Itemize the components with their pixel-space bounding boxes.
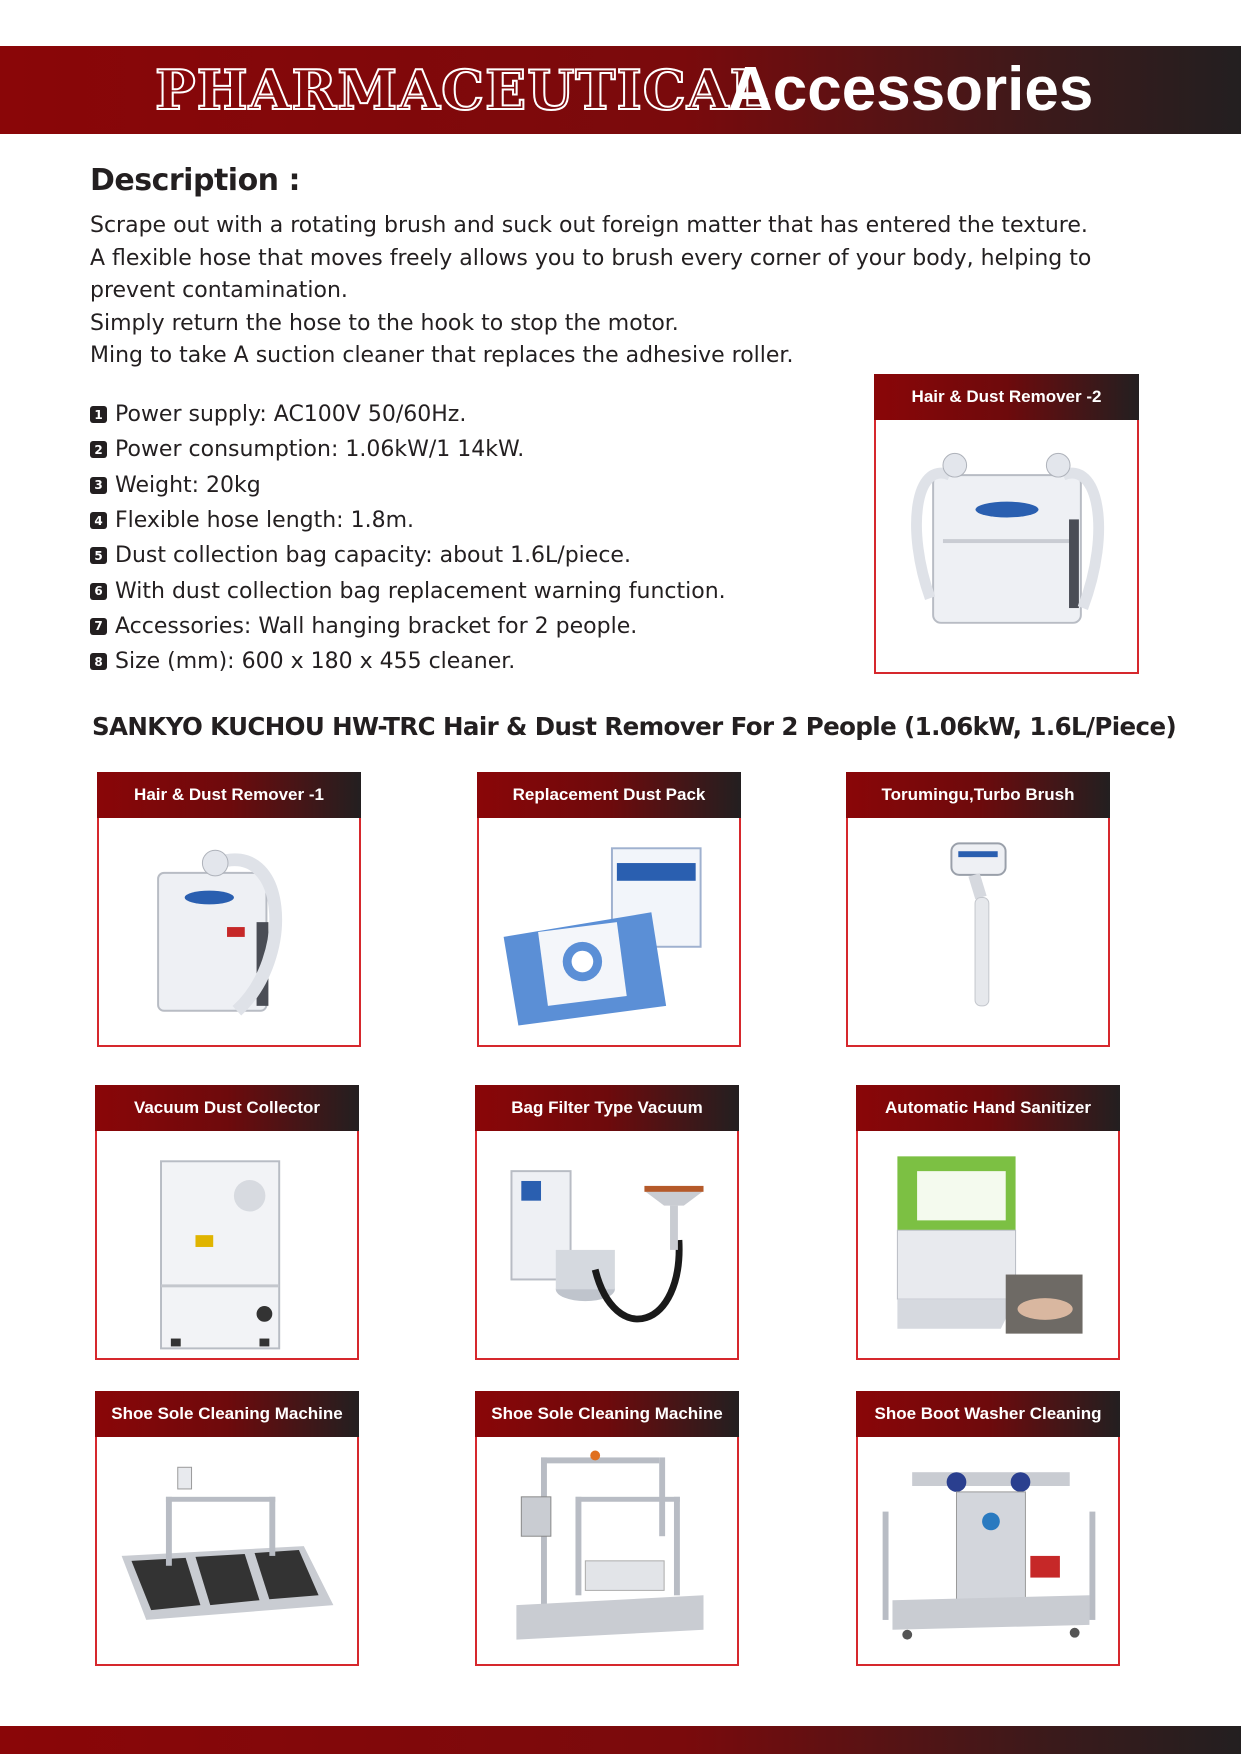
product-card xyxy=(475,1085,739,1360)
banner-title-solid: Accessories xyxy=(728,55,1094,124)
header-banner xyxy=(0,46,1241,134)
spec-list xyxy=(90,397,860,679)
number-badge-icon: 8 xyxy=(90,653,107,670)
spec-text: Power supply: AC100V 50/60Hz. xyxy=(115,402,467,428)
description-line: Simply return the hose to the hook to stop the motor. xyxy=(90,310,679,336)
product-card xyxy=(97,772,361,1047)
product-card xyxy=(874,374,1139,674)
number-badge-icon: 4 xyxy=(90,512,107,529)
spec-text: With dust collection bag replacement warning function. xyxy=(115,578,726,604)
spec-item xyxy=(90,609,860,644)
spec-text: Size (mm): 600 x 180 x 455 cleaner. xyxy=(115,649,516,675)
description-heading: Description : xyxy=(90,163,300,198)
spec-item xyxy=(90,538,860,573)
card-title: Bag Filter Type Vacuum xyxy=(475,1085,739,1131)
hair-dust-remover-2-illustration xyxy=(876,420,1137,672)
card-title: Shoe Sole Cleaning Machine xyxy=(95,1391,359,1437)
product-card xyxy=(856,1391,1120,1666)
shoe-sole-cleaner-1-illustration xyxy=(97,1437,357,1664)
number-badge-icon: 2 xyxy=(90,441,107,458)
dust-pack-illustration xyxy=(479,818,739,1045)
number-badge-icon: 1 xyxy=(90,406,107,423)
shoe-sole-cleaner-2-illustration xyxy=(477,1437,737,1664)
spec-item xyxy=(90,503,860,538)
card-title: Automatic Hand Sanitizer xyxy=(856,1085,1120,1131)
card-title: Replacement Dust Pack xyxy=(477,772,741,818)
spec-text: Power consumption: 1.06kW/1 14kW. xyxy=(115,437,525,463)
spec-item xyxy=(90,644,860,679)
card-title: Shoe Sole Cleaning Machine xyxy=(475,1391,739,1437)
number-badge-icon: 6 xyxy=(90,583,107,600)
number-badge-icon: 7 xyxy=(90,618,107,635)
product-card xyxy=(477,772,741,1047)
card-title: Torumingu,Turbo Brush xyxy=(846,772,1110,818)
spec-item xyxy=(90,397,860,432)
vacuum-dust-collector-illustration xyxy=(97,1131,357,1358)
card-title: Vacuum Dust Collector xyxy=(95,1085,359,1131)
description-text xyxy=(90,210,1130,373)
description-line: Ming to take A suction cleaner that replaces the adhesive roller. xyxy=(90,343,794,369)
number-badge-icon: 3 xyxy=(90,477,107,494)
description-line: Scrape out with a rotating brush and suck out foreign matter that has entered the texture. xyxy=(90,213,1088,238)
description-line: A flexible hose that moves freely allows you to brush every corner of your body, helping to xyxy=(90,245,1092,271)
spec-text: Dust collection bag capacity: about 1.6L/piece. xyxy=(115,543,631,569)
product-title: SANKYO KUCHOU HW-TRC Hair & Dust Remover For 2 People (1.06kW, 1.6L/Piece) xyxy=(92,712,1177,741)
card-title: Hair & Dust Remover -2 xyxy=(874,374,1139,420)
hair-dust-remover-1-illustration xyxy=(99,818,359,1045)
product-card xyxy=(95,1391,359,1666)
spec-text: Accessories: Wall hanging bracket for 2 people. xyxy=(115,613,638,639)
footer-bar xyxy=(0,1726,1241,1754)
spec-text: Weight: 20kg xyxy=(115,472,261,498)
spec-item xyxy=(90,573,860,608)
product-card xyxy=(856,1085,1120,1360)
number-badge-icon: 5 xyxy=(90,547,107,564)
product-card xyxy=(846,772,1110,1047)
boot-washer-illustration xyxy=(858,1437,1118,1664)
spec-item xyxy=(90,468,860,503)
banner-title-outline: PHARMACEUTICAL xyxy=(155,58,769,122)
turbo-brush-illustration xyxy=(848,818,1108,1045)
spec-text: Flexible hose length: 1.8m. xyxy=(115,508,414,534)
card-title: Shoe Boot Washer Cleaning xyxy=(856,1391,1120,1437)
description-line: prevent contamination. xyxy=(90,278,348,304)
spec-item xyxy=(90,432,860,467)
product-card xyxy=(475,1391,739,1666)
bag-filter-vacuum-illustration xyxy=(477,1131,737,1358)
hand-sanitizer-illustration xyxy=(858,1131,1118,1358)
product-card xyxy=(95,1085,359,1360)
card-title: Hair & Dust Remover -1 xyxy=(97,772,361,818)
